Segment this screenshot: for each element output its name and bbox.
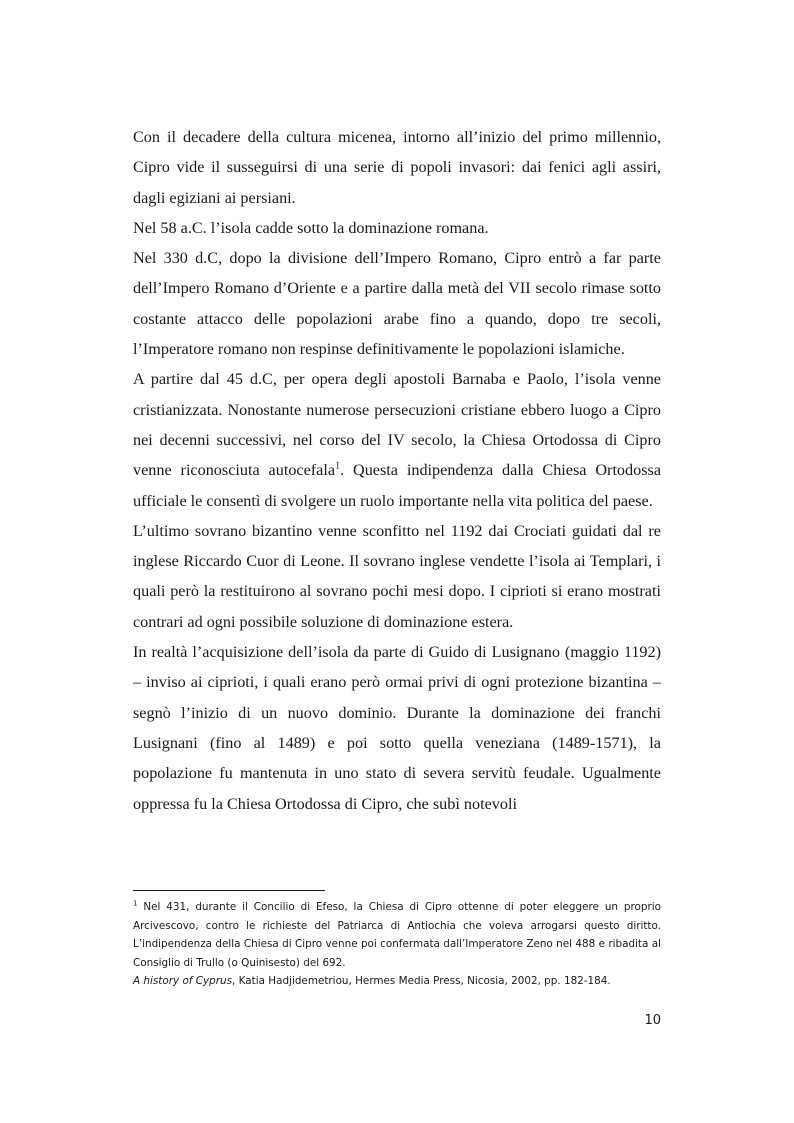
source-details: , Katia Hadjidemetriou, Hermes Media Press, Nicosia, 2002, pp. 182-184.: [232, 975, 611, 988]
footnote-text: Nel 431, durante il Concilio di Efeso, la Chiesa di Cipro ottenne di poter eleggere un proprio Arcivescovo, contro le richieste del Patriarca di Antiochia che voleva arrogarsi questo diritto. L’indipendenza della Chiesa di Cipro venne poi confermata dall’Imperatore Zeno nel 488 e ribadita al Consiglio di Trullo (o Quinisesto) del 692.: [133, 901, 661, 969]
paragraph-crusaders: L’ultimo sovrano bizantino venne sconfitto nel 1192 dai Crociati guidati dal re inglese Riccardo Cuor di Leone. Il sovrano inglese vendette l’isola ai Templari, i quali però la restituirono al sovrano pochi mesi dopo. I ciprioti si erano mostrati contrari ad ogni possibile soluzione di dominazione estera.: [133, 521, 661, 631]
paragraph-roman-domination: Nel 58 a.C. l’isola cadde sotto la dominazione romana.: [133, 218, 489, 237]
christianization-text-before: A partire dal 45 d.C, per opera degli apostoli Barnaba e Paolo, l’isola venne cristianizzata. Nonostante numerose persecuzioni cristiane ebbero luogo a Cipro nei decenni successivi, nel corso del IV secolo, la Chiesa Ortodossa di Cipro venne riconosciuta autocefala: [133, 370, 661, 480]
footnote-1: [133, 898, 661, 972]
footnotes: [133, 898, 661, 991]
paragraph-mycenaean-decline: Con il decadere della cultura micenea, intorno all’inizio del primo millennio, Cipro vide il susseguirsi di una serie di popoli invasori: dai fenici agli assiri, dagli egiziani ai persiani.: [133, 128, 661, 207]
footnote-marker: 1: [133, 899, 138, 908]
page-number: 10: [644, 1013, 661, 1028]
christianization-text-after: . Questa indipendenza dalla Chiesa Ortodossa ufficiale le consentì di svolgere un ruolo importante nella vita politica del paese.: [133, 461, 662, 510]
paragraph-christianization: [133, 364, 661, 515]
footnote-reference[interactable]: 1: [335, 460, 341, 472]
paragraph-byzantine-era: Nel 330 d.C, dopo la divisione dell’Impero Romano, Cipro entrò a far parte dell’Impero Romano d’Oriente e a partire dalla metà del VII secolo rimase sotto costante attacco delle popolazioni arabe fino a quando, dopo tre secoli, l’Imperatore romano non respinse definitivamente le popolazioni islamiche.: [133, 249, 661, 359]
footnote-source: [133, 972, 661, 991]
footnote-separator: [133, 890, 325, 891]
body-text: [133, 122, 661, 819]
paragraph-lusignan: In realtà l’acquisizione dell’isola da parte di Guido di Lusignano (maggio 1192) – inviso ai ciprioti, i quali erano però ormai privi di ogni protezione bizantina – segnò l’inizio di un nuovo dominio. Durante la dominazione dei franchi Lusignani (fino al 1489) e poi sotto quella veneziana (1489-1571), la popolazione fu mantenuta in uno stato di severa servitù feudale. Ugualmente oppressa fu la Chiesa Ortodossa di Cipro, che subì notevoli: [133, 643, 661, 813]
source-title: A history of Cyprus: [133, 975, 233, 988]
